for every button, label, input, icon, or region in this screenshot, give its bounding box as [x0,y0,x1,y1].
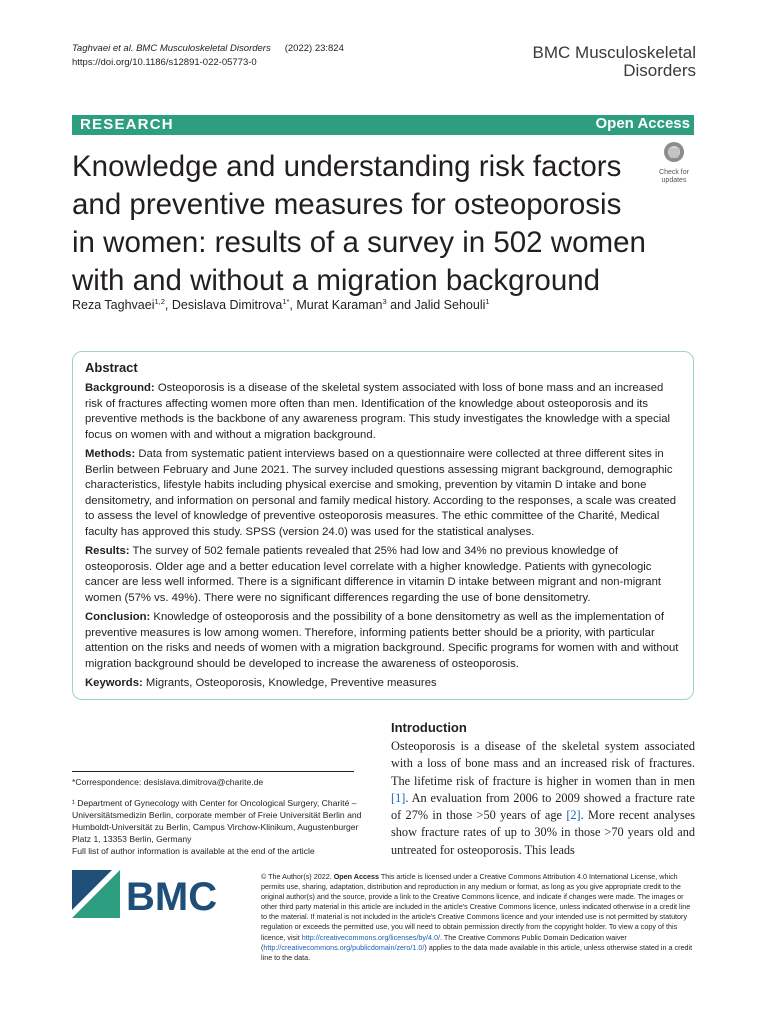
doi-link[interactable]: https://doi.org/10.1186/s12891-022-05773-0 [72,57,257,68]
author-affil: 1,2 [154,297,165,306]
logo-wordmark: BMC [126,875,217,918]
author-list: Reza Taghvaei$^{1,2}$, Desislava Dimitrova$^{1*}$, Murat Karaman$^3$ and Jalid Sehouli$^1$ [72,297,490,313]
abstract-keywords: Keywords: Migrants, Osteoporosis, Knowledge, Preventive measures [85,677,437,689]
abstract-background: Background: Osteoporosis is a disease of the skeletal system associated with loss of bone mass and an increased risk of fractures affecting women more often than men. Identification of the knowledge about osteoporosis and its preventive methods is the backbone of any awareness program. This study investigates the knowledge with a special focus on women with and without a migration background. [85,382,671,441]
abstract-conclusion: Conclusion: Knowledge of osteoporosis and the possibility of a bone densitometry as well as the implementation of preventive measures is low among women. Therefore, informing patients better should be a priority, with particular attention on the risks and needs of women with a migration background. Specific programs for women with and without migration background should be developed to increase the awareness of osteoporosis. [85,611,679,670]
author-affil: 1* [282,297,290,306]
introduction-heading: Introduction [391,720,467,735]
year-volume: (2022) 23:824 [284,43,344,54]
author-name[interactable]: Murat Karaman [296,298,383,313]
abstract-heading: Abstract [85,360,138,375]
abstract-methods: Methods: Data from systematic patient interviews based on a questionnaire were collected at three different sites in Berlin between February and June 2021. The survey included questions assessing migrant background, demographic characteristics, lifestyle habits including physical exercise and smoking, prevention by vitamin D intake and bone densitometry, and information on personal and family medical history. According to the responses, a scale was created to assess the level of knowledge of preventive osteoporosis measures. The ethic committee of the Charité, Medical faculty has approved this study. SPSS (version 24.0) was used for the statistical analyses. [85,448,677,538]
bmc-logo [72,870,217,918]
abstract-results: Results: The survey of 502 female patients revealed that 25% had low and 34% no previous knowledge of osteoporosis. Older age and a better education level correlate with a higher knowledge. Patients with gynecologic cancer are less well informed. There is a significant difference in vitamin D intake between migrant and non-migrant women (57% vs. 49%). There were no significant differences regarding the use of bone densitometry. [85,545,662,604]
license-link[interactable]: http://creativecommons.org/licenses/by/4.0/ [301,932,440,942]
section-banner [72,115,694,135]
check-updates-icon [658,140,690,164]
author-affil: 3 [382,297,387,306]
author-name[interactable]: Desislava Dimitrova [171,298,283,313]
license-text: © The Author(s) 2022. Open Access This article is licensed under a Creative Commons Attribution 4.0 International License, which permits use, sharing, adaptation, distribution and reproduction in any medium or format, as long as you give appropriate credit to the original author(s) and the source, provide a link to the Creative Commons licence, and indicate if changes were made. The images or other third party material in this article are included in the article's Creative Commons licence, unless indicated otherwise in a credit line to the material. If material is not included in the article's Creative Commons licence and your intended use is not permitted by statutory regulation or exceeds the permitted use, you will need to obtain permission directly from the copyright holder. To view a copy of this licence, visit http://creativecommons.org/licenses/by/4.0/. The Creative Commons Public Domain Dedication waiver (http://creativecommons.org/publicdomain/zero/1.0/) applies to the data made available in this article, unless otherwise stated in a credit line to the data. [261,872,693,962]
author-name[interactable]: Jalid Sehouli [414,298,486,313]
open-access-label: Open Access [595,115,690,132]
check-for-updates-badge[interactable]: Check for updates [654,140,694,185]
waiver-link[interactable]: http://creativecommons.org/publicdomain/zero/1.0/ [263,942,425,952]
article-title: Knowledge and understanding risk factors and preventive measures for osteoporosis in women: results of a survey in 502 women with and without a migration background [72,150,646,297]
footnote-divider [72,771,354,772]
citation-ref[interactable]: [1] [391,790,406,805]
citation-text: Taghvaei et al. BMC Musculoskeletal Disorders [72,43,271,54]
section-label: RESEARCH [80,116,174,133]
citation-ref[interactable]: [2] [566,808,581,823]
abstract-box [72,351,694,700]
journal-name: BMC Musculoskeletal Disorders [532,43,696,80]
author-name[interactable]: Reza Taghvaei [72,298,155,313]
author-affil: 1 [485,297,490,306]
running-header [72,42,344,70]
introduction-text: Osteoporosis is a disease of the skeletal system associated with a loss of bone mass and an increased risk of fractures. The lifetime risk of fracture is higher in women than in men [1]. An evaluation from 2006 to 2009 showed a fracture rate of 27% in those >50 years of age [2]. More recent analyses show fracture rates of up to 30% in those >70 years old and untreated for osteoporosis. This leads [391,739,696,857]
affiliation-note: ¹ Department of Gynecology with Center for Oncological Surgery, Charité – Universitätsmedizin Berlin, corporate member of Freie Universität Berlin and Humboldt-Universität zu Berlin, Campus Virchow-Klinikum, Augustenburger Platz 1, 13353 Berlin, Germany Full list of author information is available at the end of the article [72,798,362,856]
correspondence-note: *Correspondence: desislava.dimitrova@charite.de [72,777,264,787]
full-list-note: Full list of author information is available at the end of the article [72,846,315,856]
